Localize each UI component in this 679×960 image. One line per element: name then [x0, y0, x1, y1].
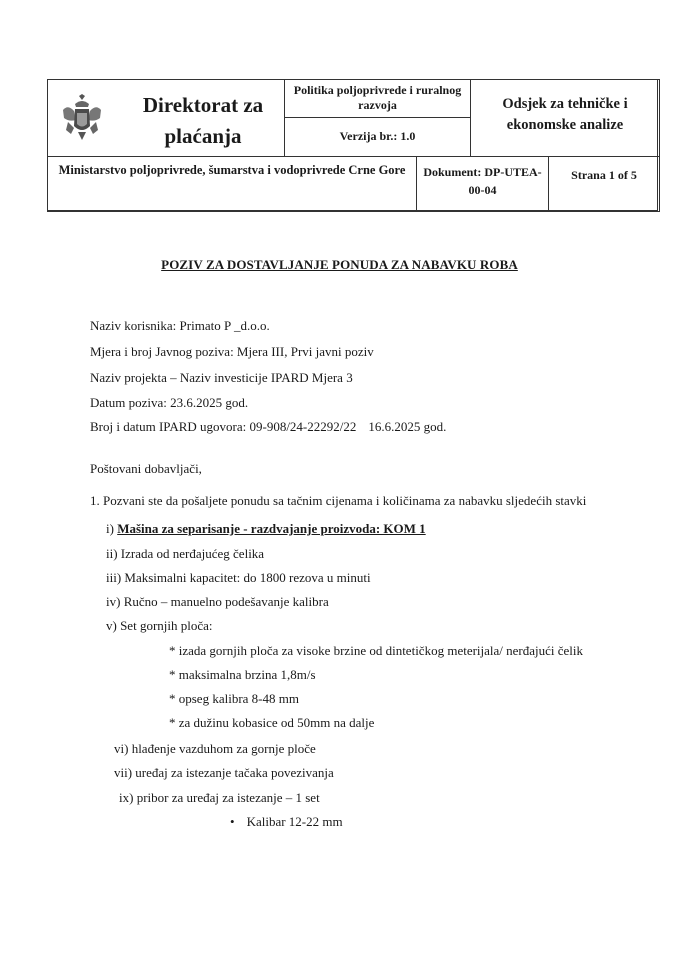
header-table — [47, 79, 658, 211]
ministry-cell — [47, 156, 417, 212]
contract-date: 16.6.2025 god. — [368, 419, 447, 434]
ministry-label: Ministarstvo poljoprivrede, šumarstva i vodoprivrede Crne Gore — [58, 163, 406, 177]
sub-item: * maksimalna brzina 1,8m/s — [169, 667, 316, 682]
sub-item: * izada gornjih ploča za visoke brzine od dintetičkog meterijala/ nerđajući čelik — [169, 643, 584, 658]
coat-of-arms-icon — [60, 94, 104, 142]
document-title: POZIV ZA DOSTAVLJANJE PONUDA ZA NABAVKU ROBA — [161, 257, 518, 272]
item-ii: ii) Izrada od nerđajućeg čelika — [106, 546, 265, 561]
bullet-icon: • — [230, 814, 235, 829]
item-v: v) Set gornjih ploča: — [106, 618, 213, 633]
beneficiary-line: Naziv korisnika: Primato P _d.o.o. — [90, 318, 270, 333]
item-i-number: i) — [106, 521, 114, 536]
item-vi: vi) hlađenje vazduhom za gornje ploče — [114, 741, 316, 756]
bullet-item — [230, 814, 343, 830]
item-ix: ix) pribor za uređaj za istezanje – 1 set — [119, 790, 320, 805]
department-label: Odsjek za tehničke i ekonomske analize — [502, 96, 628, 133]
sub-item: * opseg kalibra 8-48 mm — [169, 691, 299, 706]
item-iii: iii) Maksimalni kapacitet: do 1800 rezova u minuti — [106, 570, 371, 585]
document-id: Dokument: DP-UTEA-00-04 — [423, 165, 542, 197]
version-cell — [284, 117, 471, 157]
item-i-text: Mašina za separisanje - razdvajanje proizvoda: KOM 1 — [117, 521, 426, 536]
date-line: Datum poziva: 23.6.2025 god. — [90, 395, 249, 410]
page-number: Strana 1 of 5 — [571, 168, 637, 182]
policy-label: Politika poljoprivrede i ruralnog razvoja — [293, 83, 462, 112]
project-line: Naziv projekta – Naziv investicije IPARD Mjera 3 — [90, 370, 353, 385]
contract-number: Broj i datum IPARD ugovora: 09-908/24-22292/22 — [90, 419, 357, 434]
item-iv: iv) Ručno – manuelno podešavanje kalibra — [106, 594, 329, 609]
item-i — [106, 521, 426, 537]
document-cell — [416, 156, 549, 212]
page-cell — [548, 156, 660, 212]
greeting: Poštovani dobavljači, — [90, 461, 202, 476]
sub-item: * za dužinu kobasice od 50mm na dalje — [169, 715, 375, 730]
directorate-title: Direktorat za plaćanja — [142, 93, 264, 148]
contract-line — [90, 419, 446, 435]
item-vii: vii) uređaj za istezanje tačaka povezivanja — [114, 765, 334, 780]
version-label: Verzija br.: 1.0 — [339, 129, 416, 143]
bullet-text: Kalibar 12-22 mm — [246, 814, 343, 829]
header-logo-cell — [47, 79, 285, 157]
measure-line: Mjera i broj Javnog poziva: Mjera III, Prvi javni poziv — [90, 344, 374, 359]
department-cell — [470, 79, 660, 157]
intro-paragraph: 1. Pozvani ste da pošaljete ponudu sa tačnim cijenama i količinama za nabavku sljedećih stavki — [90, 493, 587, 508]
policy-cell — [284, 79, 471, 118]
